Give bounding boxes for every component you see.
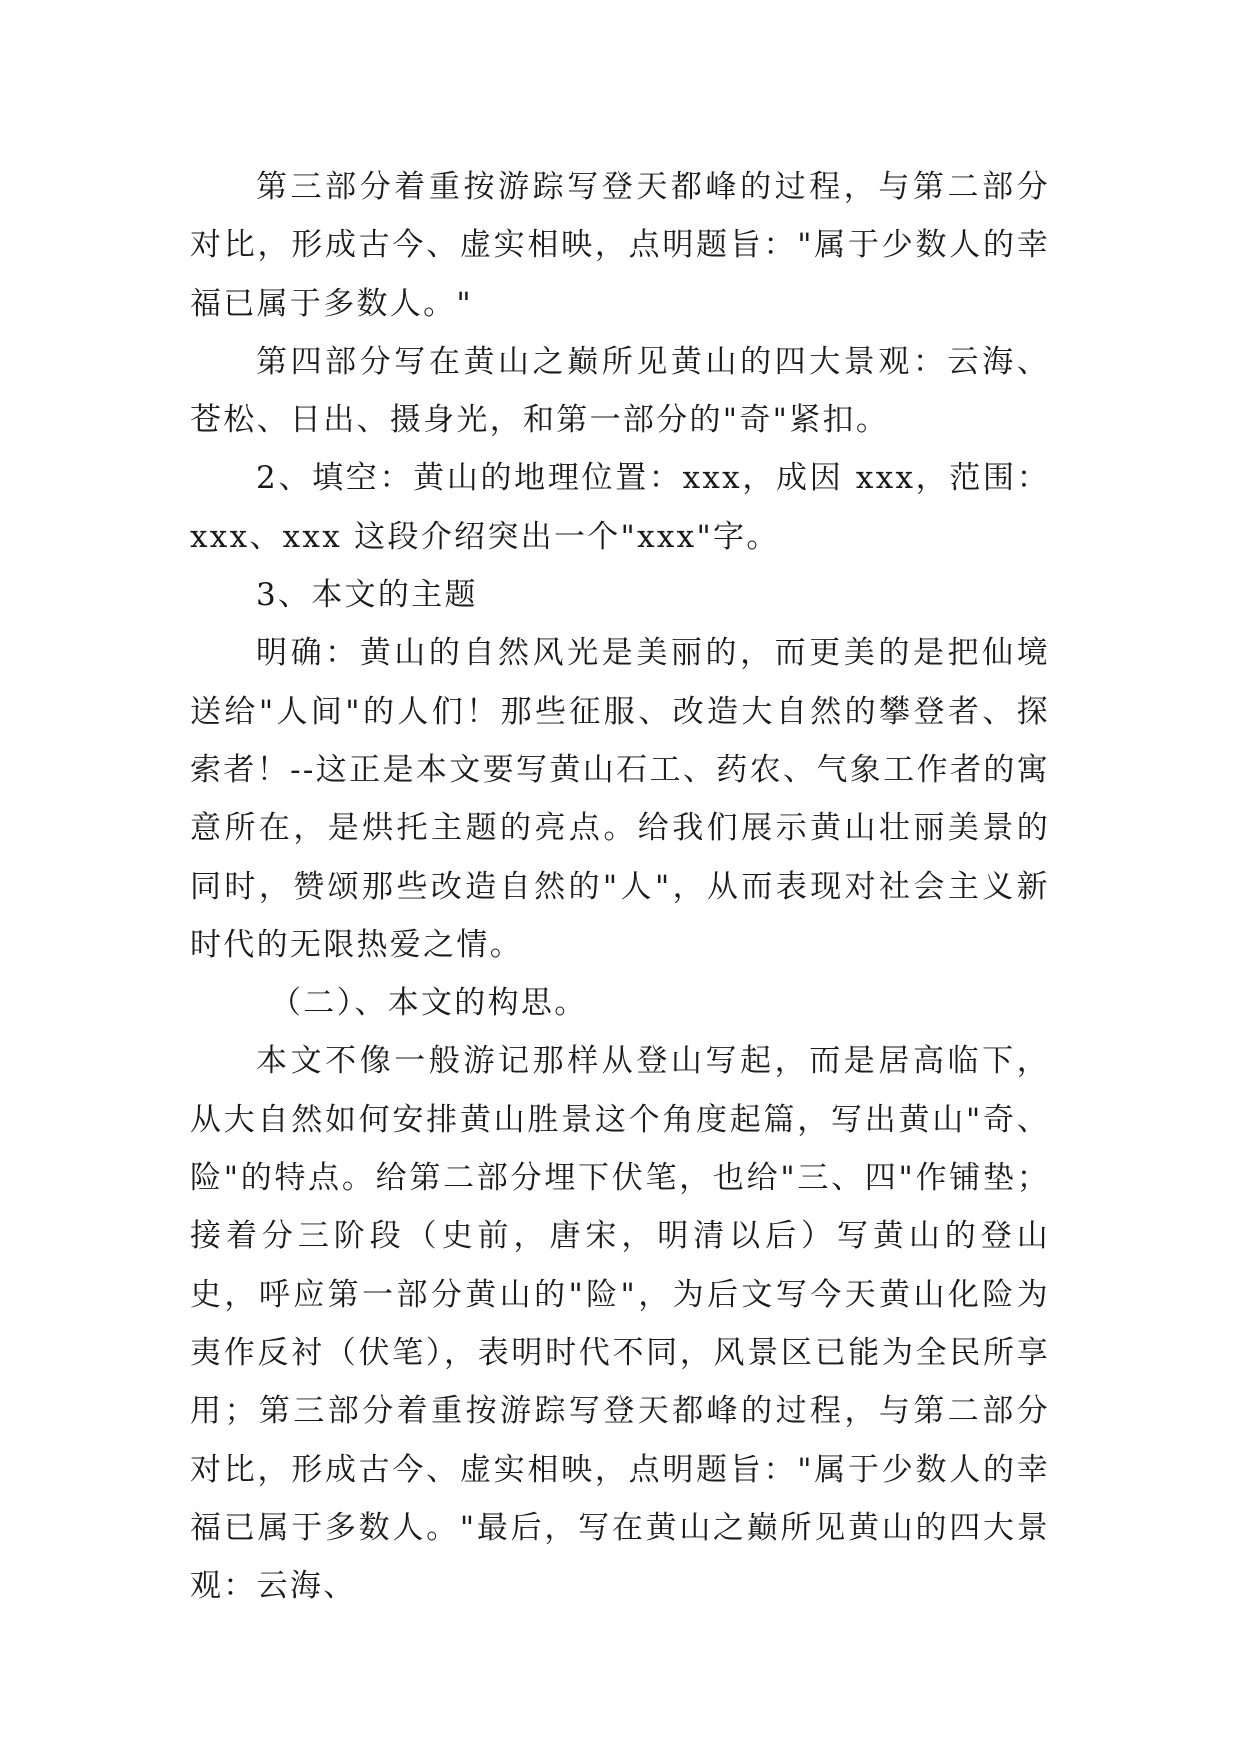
document-body: [190, 158, 1050, 1615]
paragraph-theme-explanation: 明确：黄山的自然风光是美丽的，而更美的是把仙境送给"人间"的人们！那些征服、改造大自然的攀登者、探索者！--这正是本文要写黄山石工、药农、气象工作者的寓意所在，是烘托主题的亮点。给我们展示黄山壮丽美景的同时，赞颂那些改造自然的"人"，从而表现对社会主义新时代的无限热爱之情。: [190, 635, 1050, 963]
heading-structure: （二）、本文的构思。: [270, 985, 588, 1022]
paragraph-fill-blank: 2、填空：黄山的地理位置：xxx，成因 xxx，范围：xxx、xxx 这段介绍突出一个"xxx"字。: [190, 460, 1050, 555]
paragraph-part-three: 第三部分着重按游踪写登天都峰的过程，与第二部分对比，形成古今、虚实相映，点明题旨："属于少数人的幸福已属于多数人。": [190, 169, 1050, 322]
paragraph-structure-explanation: 本文不像一般游记那样从登山写起，而是居高临下，从大自然如何安排黄山胜景这个角度起篇，写出黄山"奇、险"的特点。给第二部分埋下伏笔，也给"三、四"作铺垫；接着分三阶段（史前，唐宋，明清以后）写黄山的登山史，呼应第一部分黄山的"险"，为后文写今天黄山化险为夷作反衬（伏笔），表明时代不同，风景区已能为全民所享用；第三部分着重按游踪写登天都峰的过程，与第二部分对比，形成古今、虚实相映，点明题旨："属于少数人的幸福已属于多数人。"最后，写在黄山之巅所见黄山的四大景观：云海、: [190, 1043, 1050, 1605]
paragraph-part-four: 第四部分写在黄山之巅所见黄山的四大景观：云海、苍松、日出、摄身光，和第一部分的"奇"紧扣。: [190, 343, 1050, 439]
heading-theme: 3、本文的主题: [256, 577, 478, 614]
